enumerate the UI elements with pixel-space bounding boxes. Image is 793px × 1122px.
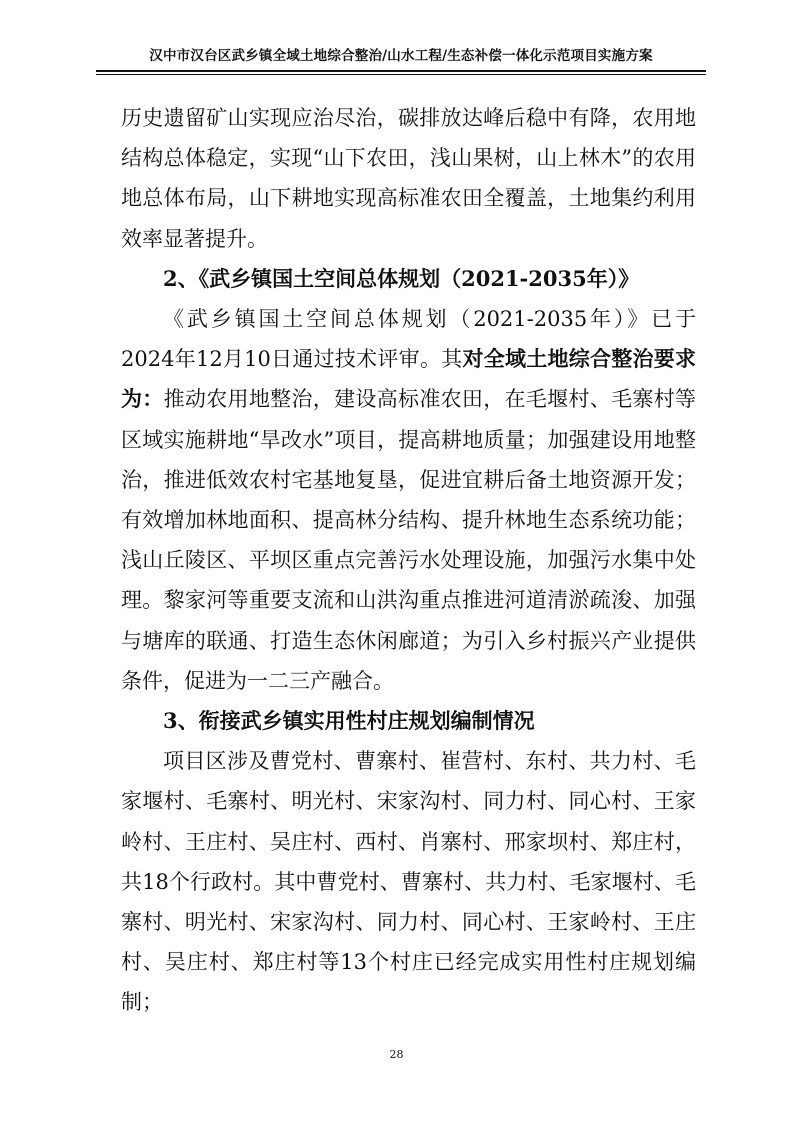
page-header-title: 汉中市汉台区武乡镇全域土地综合整治/山水工程/生态补偿一体化示范项目实施方案 (149, 48, 653, 64)
section-heading-2: 2、《武乡镇国土空间总体规划（2021-2035年）》 (163, 265, 640, 291)
paragraph-villages: 项目区涉及曹党村、曹寨村、崔营村、东村、共力村、毛家堰村、毛寨村、明光村、宋家沟村、同力村、同心村、王家岭村、王庄村、吴庄村、西村、肖寨村、邢家坝村、郑庄村，共18个行政村。其中曹党村、曹寨村、共力村、毛家堰村、毛寨村、明光村、宋家沟村、同力村、同心村、王家岭村、王庄村、吴庄村、郑庄村等13个村庄已经完成实用性村庄规划编制； (121, 749, 696, 1015)
document-body (121, 98, 696, 1023)
page-number: 28 (389, 1048, 404, 1061)
paragraph-plan-requirements (121, 299, 696, 701)
paragraph-continued: 历史遗留矿山实现应治尽治，碳排放达峰后稳中有降，农用地结构总体稳定，实现“山下农田，浅山果树，山上林木”的农用地总体布局，山下耕地实现高标准农田全覆盖，土地集约利用效率显著提升。 (121, 106, 696, 251)
section-heading-3: 3、衔接武乡镇实用性村庄规划编制情况 (163, 708, 535, 734)
header-rule-thick (96, 70, 706, 72)
paragraph-plan-intro: 《武乡镇国土空间总体规划（2021-2035年）》已于2024年12月10日通过技术评审。其 (121, 307, 696, 372)
paragraph-plan-emphasis: 对全域土地综合整治要求为： (121, 346, 696, 412)
paragraph-plan-details: 推动农用地整治，建设高标准农田，在毛堰村、毛寨村等区域实施耕地“旱改水”项目，提高耕地质量；加强建设用地整治，推进低效农村宅基地复垦，促进宜耕后备土地资源开发；有效增加林地面积、提高林分结构、提升林地生态系统功能；浅山丘陵区、平坝区重点完善污水处理设施，加强污水集中处理。黎家河等重要支流和山洪沟重点推进河道清淤疏浚、加强与塘库的联通、打造生态休闲廊道；为引入乡村振兴产业提供条件，促进为一二三产融合。 (121, 387, 697, 693)
header-rule-thin (96, 74, 706, 75)
